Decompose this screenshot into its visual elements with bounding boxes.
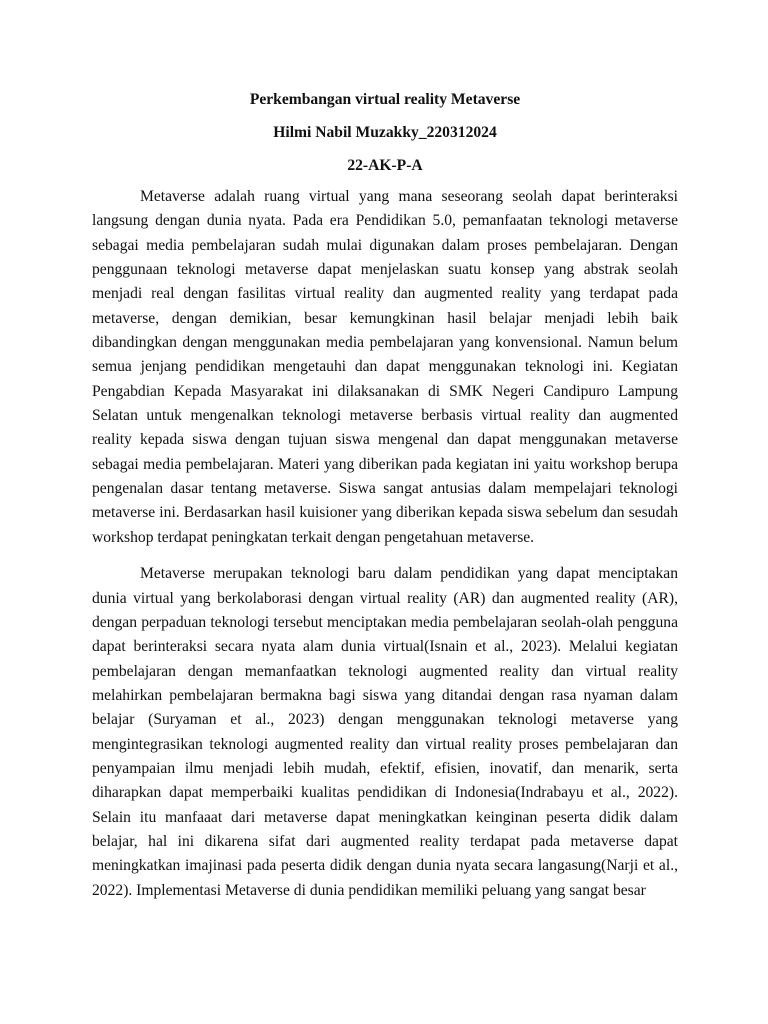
author-name: Hilmi Nabil Muzakky_220312024 xyxy=(273,124,497,141)
paragraph-introduction: Metaverse merupakan teknologi baru dalam pendidikan yang dapat menciptakan dunia virtual yang berkolaborasi dengan virtual reality (AR) dan augmented reality (AR), dengan perpaduan teknologi tersebut menciptakan media pembelajaran seolah-olah pengguna dapat berinteraksi secara nyata alam dunia virtual(Isnain et al., 2023). Melalui kegiatan pembelajaran dengan memanfaatkan teknologi augmented reality dan virtual reality melahirkan pembelajaran bermakna bagi siswa yang ditandai dengan rasa nyaman dalam belajar (Suryaman et al., 2023) dengan menggunakan teknologi metaverse yang mengintegrasikan teknologi augmented reality dan virtual reality proses pembelajaran dan penyampaian ilmu menjadi lebih mudah, efektif, efisien, inovatif, dan menarik, serta diharapkan dapat memperbaiki kualitas pendidikan di Indonesia(Indrabayu et al., 2022). Selain itu manfaaat dari metaverse dapat meningkatkan keinginan peserta didik dalam belajar, hal ini dikarena sifat dari augmented reality terdapat pada metaverse dapat meningkatkan imajinasi pada peserta didik dengan dunia nyata secara langasung(Narji et al., 2022). Implementasi Metaverse di dunia pendidikan memiliki peluang yang sangat besar xyxy=(92,565,678,899)
class-code: 22-AK-P-A xyxy=(347,157,423,174)
document-title: Perkembangan virtual reality Metaverse xyxy=(249,91,521,108)
paragraph-abstract: Metaverse adalah ruang virtual yang mana seseorang seolah dapat berinteraksi langsung dengan dunia nyata. Pada era Pendidikan 5.0, pemanfaatan teknologi metaverse sebagai media pembelajaran sudah mulai digunakan dalam proses pembelajaran. Dengan penggunaan teknologi metaverse dapat menjelaskan suatu konsep yang abstrak seolah menjadi real dengan fasilitas virtual reality dan augmented reality yang terdapat pada metaverse, dengan demikian, besar kemungkinan hasil belajar menjadi lebih baik dibandingkan dengan menggunakan media pembelajaran yang konvensional. Namun belum semua jenjang pendidikan mengetauhi dan dapat menggunakan teknologi ini. Kegiatan Pengabdian Kepada Masyarakat ini dilaksanakan di SMK Negeri Candipuro Lampung Selatan untuk mengenalkan teknologi metaverse berbasis virtual reality dan augmented reality kepada siswa dengan tujuan siswa mengenal dan dapat menggunakan metaverse sebagai media pembelajaran. Materi yang diberikan pada kegiatan ini yaitu workshop berupa pengenalan dasar tentang metaverse. Siswa sangat antusias dalam mempelajari teknologi metaverse ini. Berdasarkan hasil kuisioner yang diberikan kepada siswa sebelum dan sesudah workshop terdapat peningkatan terkait dengan pengetahuan metaverse. xyxy=(92,188,678,546)
